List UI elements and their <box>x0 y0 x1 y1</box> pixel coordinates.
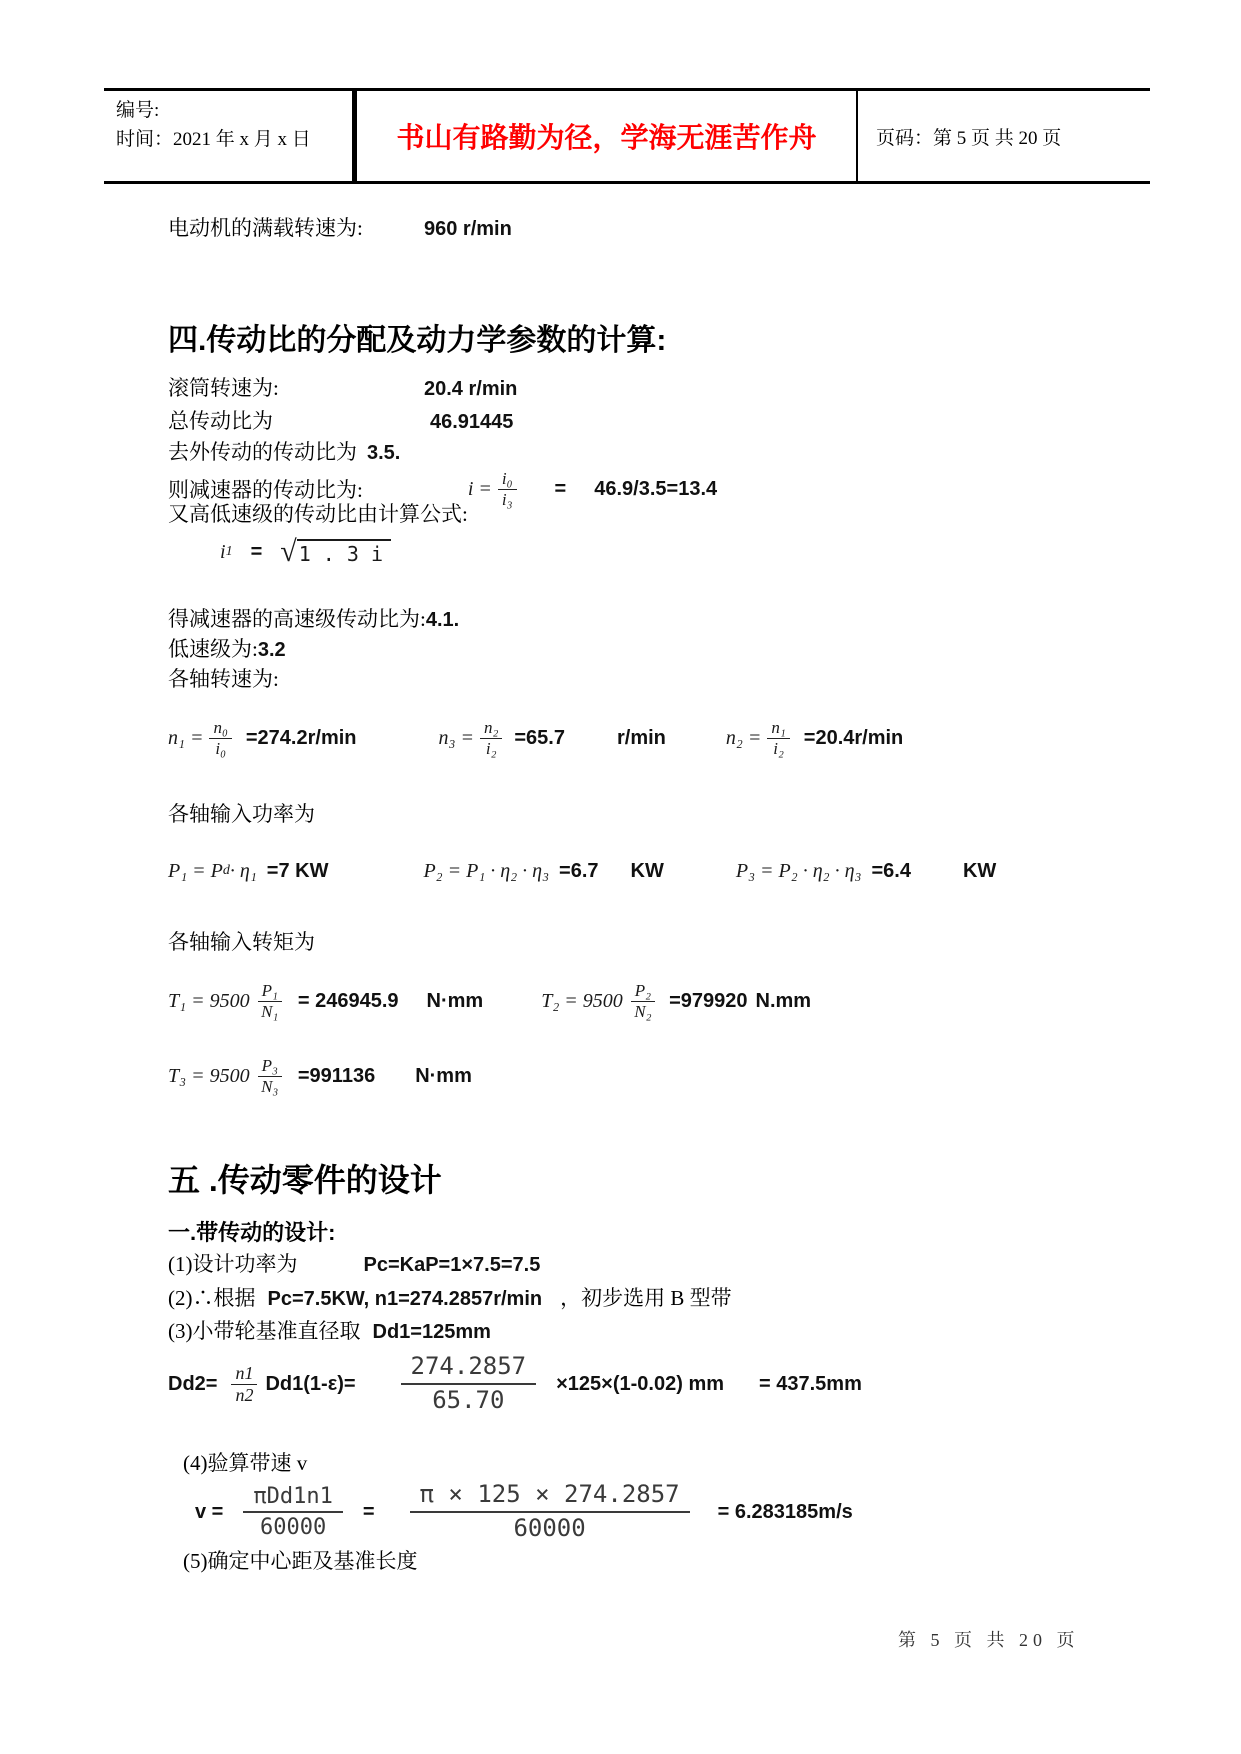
v-symbol-fraction <box>243 1484 342 1541</box>
drum-speed-value: 20.4 r/min <box>424 378 518 400</box>
design-power-value: Pc=KaP=1×7.5=7.5 <box>363 1254 541 1276</box>
v-eq-sign: = <box>362 1500 375 1523</box>
p2-unit: KW <box>630 859 664 882</box>
section4-title: 四.传动比的分配及动力学参数的计算: <box>168 324 667 357</box>
sqrt-formula <box>220 530 391 574</box>
n3-numerator: n₂ <box>480 719 502 739</box>
v-number-fraction <box>410 1481 690 1542</box>
t2-fraction <box>631 982 655 1021</box>
low-ratio-line <box>168 633 286 663</box>
t2-unit: N.mm <box>755 989 812 1012</box>
t2-denominator: N₂ <box>634 1001 652 1021</box>
speed-formula-n2 <box>726 719 903 758</box>
section5-title: 五 .传动零件的设计 <box>168 1162 442 1198</box>
v-result: = 6.283185m/s <box>717 1500 853 1523</box>
p2-pre: P₂ = P₁ · η₂ · η₃ <box>423 859 550 882</box>
n2-fraction <box>767 719 789 758</box>
high-ratio-value: 4.1. <box>425 609 460 631</box>
shaft-speeds-label: 各轴转速为: <box>168 667 279 691</box>
dd2-ratio-numerator: n1 <box>231 1364 257 1385</box>
dd2-tail: ×125×(1-0.02) mm <box>556 1372 725 1395</box>
high-ratio-label: 得减速器的高速级传动比为: <box>168 607 426 631</box>
n1-numerator: n₀ <box>209 719 231 739</box>
p3-result: =6.4 <box>871 859 911 882</box>
highlow-label: 又高低速级的传动比由计算公式: <box>168 502 468 526</box>
dd2-number-denominator: 65.70 <box>432 1386 505 1414</box>
radical-sign: √ <box>280 535 297 568</box>
n2-denominator: i₂ <box>773 738 784 758</box>
page-header <box>104 88 1150 184</box>
torques-row-1 <box>168 965 811 1037</box>
t3-numerator: P₃ <box>258 1057 282 1077</box>
t1-numerator: P₁ <box>258 982 282 1002</box>
sqrt-eq-sign: = <box>250 540 263 563</box>
reducer-result: 46.9/3.5=13.4 <box>594 477 718 500</box>
header-motto-cell <box>357 91 858 181</box>
v-symbol-denominator: 60000 <box>259 1515 327 1540</box>
t2-numerator: P₂ <box>631 982 655 1002</box>
sqrt-lhs-sub: 1 <box>225 544 233 559</box>
header-left-cell <box>104 91 357 181</box>
reducer-fraction-denominator: i₃ <box>501 489 513 509</box>
design-power-line <box>168 1248 540 1278</box>
n3-result: =65.7 <box>514 726 565 749</box>
p1-sub: d <box>222 863 230 878</box>
power-formula-p3 <box>736 860 996 883</box>
reducer-eq-sign: = <box>554 477 567 500</box>
torque-formula-t3 <box>168 1057 472 1096</box>
motor-speed-value: 960 r/min <box>424 218 512 240</box>
dd2-number-numerator: 274.2857 <box>401 1353 537 1385</box>
t1-unit: N·mm <box>426 989 484 1012</box>
v-symbol-numerator: πDd1n1 <box>243 1484 342 1513</box>
belt-selection-pre: (2)∴根据 <box>168 1286 256 1310</box>
speed-formula-n3 <box>439 719 666 758</box>
p2-result: =6.7 <box>559 859 599 882</box>
drum-speed-line <box>168 372 517 402</box>
v-number-denominator: 60000 <box>513 1514 586 1542</box>
t1-lhs: T₁ = 9500 <box>168 989 250 1012</box>
header-page-label: 页码：第 5 页 共 20 页 <box>876 127 1062 149</box>
radicand: 1 . 3 i <box>297 539 391 566</box>
t1-result: = 246945.9 <box>297 989 399 1012</box>
p1-pre: P₁ = P <box>168 859 223 882</box>
t3-result: =991136 <box>297 1064 376 1087</box>
low-ratio-value: 3.2 <box>257 639 286 661</box>
small-pulley-line <box>168 1315 491 1345</box>
n3-unit: r/min <box>616 726 666 749</box>
v-lhs: v = <box>195 1500 224 1523</box>
n3-denominator: i₂ <box>485 738 497 758</box>
reducer-formula-lhs: i = <box>467 477 492 500</box>
high-ratio-line <box>168 603 459 633</box>
reducer-formula-fraction <box>498 470 517 509</box>
p3-unit: KW <box>962 859 997 882</box>
t2-result: =979920 <box>669 989 748 1012</box>
shaft-power-label: 各轴输入功率为 <box>168 802 315 826</box>
low-ratio-label: 低速级为: <box>168 637 258 661</box>
torque-formula-t2 <box>541 982 811 1021</box>
power-formula-p2 <box>423 860 663 883</box>
n2-lhs: n₂ = <box>725 726 762 749</box>
total-ratio-label: 总传动比为 <box>168 409 273 433</box>
n3-fraction <box>480 719 502 758</box>
belt-selection-line <box>168 1282 732 1312</box>
dd2-ratio-fraction <box>231 1364 257 1405</box>
belt-design-subtitle: 一.带传动的设计: <box>168 1220 336 1245</box>
n2-result: =20.4r/min <box>803 726 904 749</box>
external-ratio-value: 3.5. <box>367 442 401 464</box>
v-number-numerator: π × 125 × 274.2857 <box>410 1481 690 1513</box>
n1-fraction <box>209 719 231 758</box>
belt-speed-check-label: (4)验算带速 v <box>183 1451 308 1475</box>
shaft-speeds-row <box>168 700 903 776</box>
total-ratio-value: 46.91445 <box>430 411 514 433</box>
speed-formula-n1 <box>168 719 357 758</box>
torques-row-2 <box>168 1040 472 1112</box>
n1-result: =274.2r/min <box>245 726 357 749</box>
p1-result: =7 KW <box>266 859 329 882</box>
header-motto: 书山有路勤为径，学海无涯苦作舟 <box>396 122 817 153</box>
page-footer: 第 5 页 共 20 页 <box>898 1630 1080 1650</box>
dd2-number-fraction <box>401 1353 537 1414</box>
motor-speed-label: 电动机的满载转速为: <box>168 216 363 240</box>
t3-denominator: N₃ <box>261 1076 279 1096</box>
n3-lhs: n₃ = <box>438 726 474 749</box>
belt-selection-value: Pc=7.5KW, n1=274.2857r/min <box>267 1288 543 1310</box>
p1-post: · η₁ <box>229 859 257 882</box>
header-time-label: 时间：2021 年 x 月 x 日 <box>116 129 311 151</box>
power-formula-p1 <box>168 860 328 883</box>
t1-denominator: N₁ <box>261 1001 279 1021</box>
reducer-ratio-label: 则减速器的传动比为: <box>168 478 363 502</box>
dd2-ratio-denominator: n2 <box>235 1384 254 1405</box>
shaft-torque-label: 各轴输入转矩为 <box>168 930 315 954</box>
dd2-formula <box>168 1352 862 1416</box>
shaft-powers-row <box>168 843 996 899</box>
external-ratio-label: 去外传动的传动比为 <box>168 440 357 464</box>
t3-unit: N·mm <box>415 1064 472 1087</box>
drum-speed-label: 滚筒转速为: <box>168 376 279 400</box>
torque-formula-t1 <box>168 982 483 1021</box>
total-ratio-line <box>168 405 513 435</box>
n1-lhs: n₁ = <box>168 726 204 749</box>
header-number-label: 编号: <box>116 100 160 121</box>
dd2-lhs: Dd2= <box>168 1372 218 1395</box>
n2-numerator: n₁ <box>767 719 789 739</box>
design-power-label: (1)设计功率为 <box>168 1252 298 1276</box>
t1-fraction <box>258 982 282 1021</box>
p3-pre: P₃ = P₂ · η₂ · η₃ <box>735 859 862 882</box>
motor-speed-line <box>168 212 512 242</box>
t3-fraction <box>258 1057 282 1096</box>
small-pulley-value: Dd1=125mm <box>372 1321 491 1343</box>
small-pulley-label: (3)小带轮基准直径取 <box>168 1319 361 1343</box>
reducer-fraction-numerator: i₀ <box>498 470 517 490</box>
header-page-cell <box>858 91 1150 181</box>
t2-lhs: T₂ = 9500 <box>541 989 623 1012</box>
dd2-mid: Dd1(1-ε)= <box>265 1372 356 1395</box>
dd2-result: = 437.5mm <box>759 1372 862 1395</box>
belt-speed-formula <box>195 1478 853 1546</box>
t3-lhs: T₃ = 9500 <box>168 1064 250 1087</box>
belt-selection-post: ，初步选用 B 型带 <box>560 1286 732 1310</box>
n1-denominator: i₀ <box>215 738 226 758</box>
center-distance-label: (5)确定中心距及基准长度 <box>183 1549 418 1573</box>
sqrt-lhs: i <box>220 540 226 563</box>
